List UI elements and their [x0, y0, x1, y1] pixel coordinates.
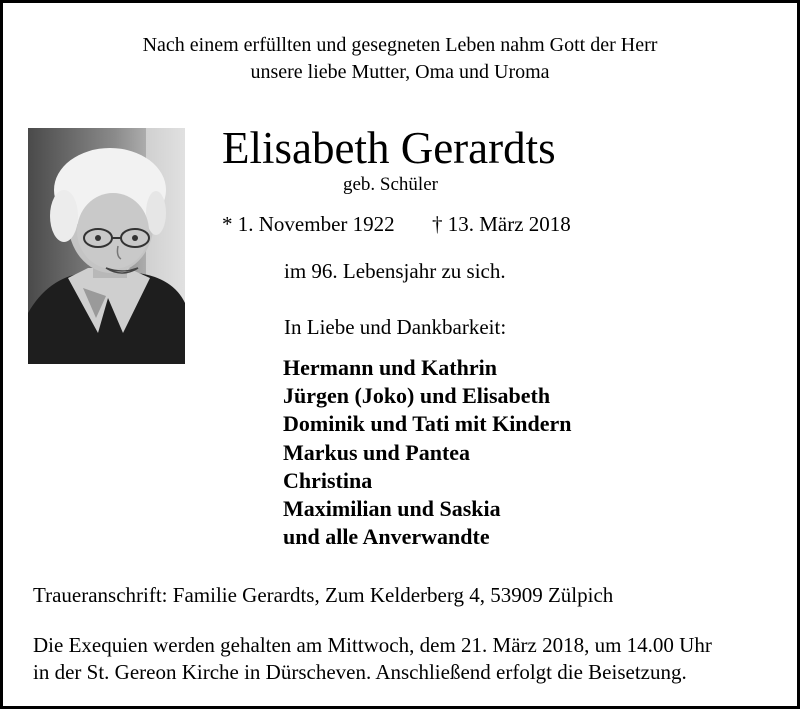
mourner-name: Maximilian und Saskia	[283, 496, 501, 522]
death-date: † 13. März 2018	[432, 212, 571, 236]
intro-line-1: Nach einem erfüllten und gesegneten Leben nahm Gott der Herr	[142, 34, 658, 56]
portrait-photo	[28, 128, 185, 364]
mourner-name: Hermann und Kathrin	[283, 355, 497, 380]
mourning-address: Traueranschrift: Familie Gerardts, Zum Kelderberg 4, 53909 Zülpich	[33, 583, 614, 607]
intro-text	[0, 32, 800, 86]
mourner-name: und alle Anverwandte	[283, 524, 490, 550]
mourner-name: Dominik und Tati mit Kindern	[283, 411, 572, 437]
mourner-name: Christina	[283, 467, 373, 493]
mourners-list	[283, 354, 572, 551]
service-line-2: in der St. Gereon Kirche in Dürscheven. Anschließend erfolgt die Beisetzung.	[33, 660, 687, 684]
maiden-name: geb. Schüler	[343, 174, 438, 195]
age-text: im 96. Lebensjahr zu sich.	[284, 259, 506, 283]
love-and-gratitude-text: In Liebe und Dankbarkeit:	[284, 315, 507, 339]
funeral-service-info	[33, 632, 712, 686]
deceased-name: Elisabeth Gerardts	[222, 123, 556, 173]
intro-line-2: unsere liebe Mutter, Oma und Uroma	[250, 61, 550, 83]
mourner-name: Jürgen (Joko) und Elisabeth	[283, 383, 551, 409]
birth-date: * 1. November 1922	[222, 212, 395, 236]
service-line-1: Die Exequien werden gehalten am Mittwoch, dem 21. März 2018, um 14.00 Uhr	[33, 633, 712, 657]
mourner-name: Markus und Pantea	[283, 439, 471, 465]
